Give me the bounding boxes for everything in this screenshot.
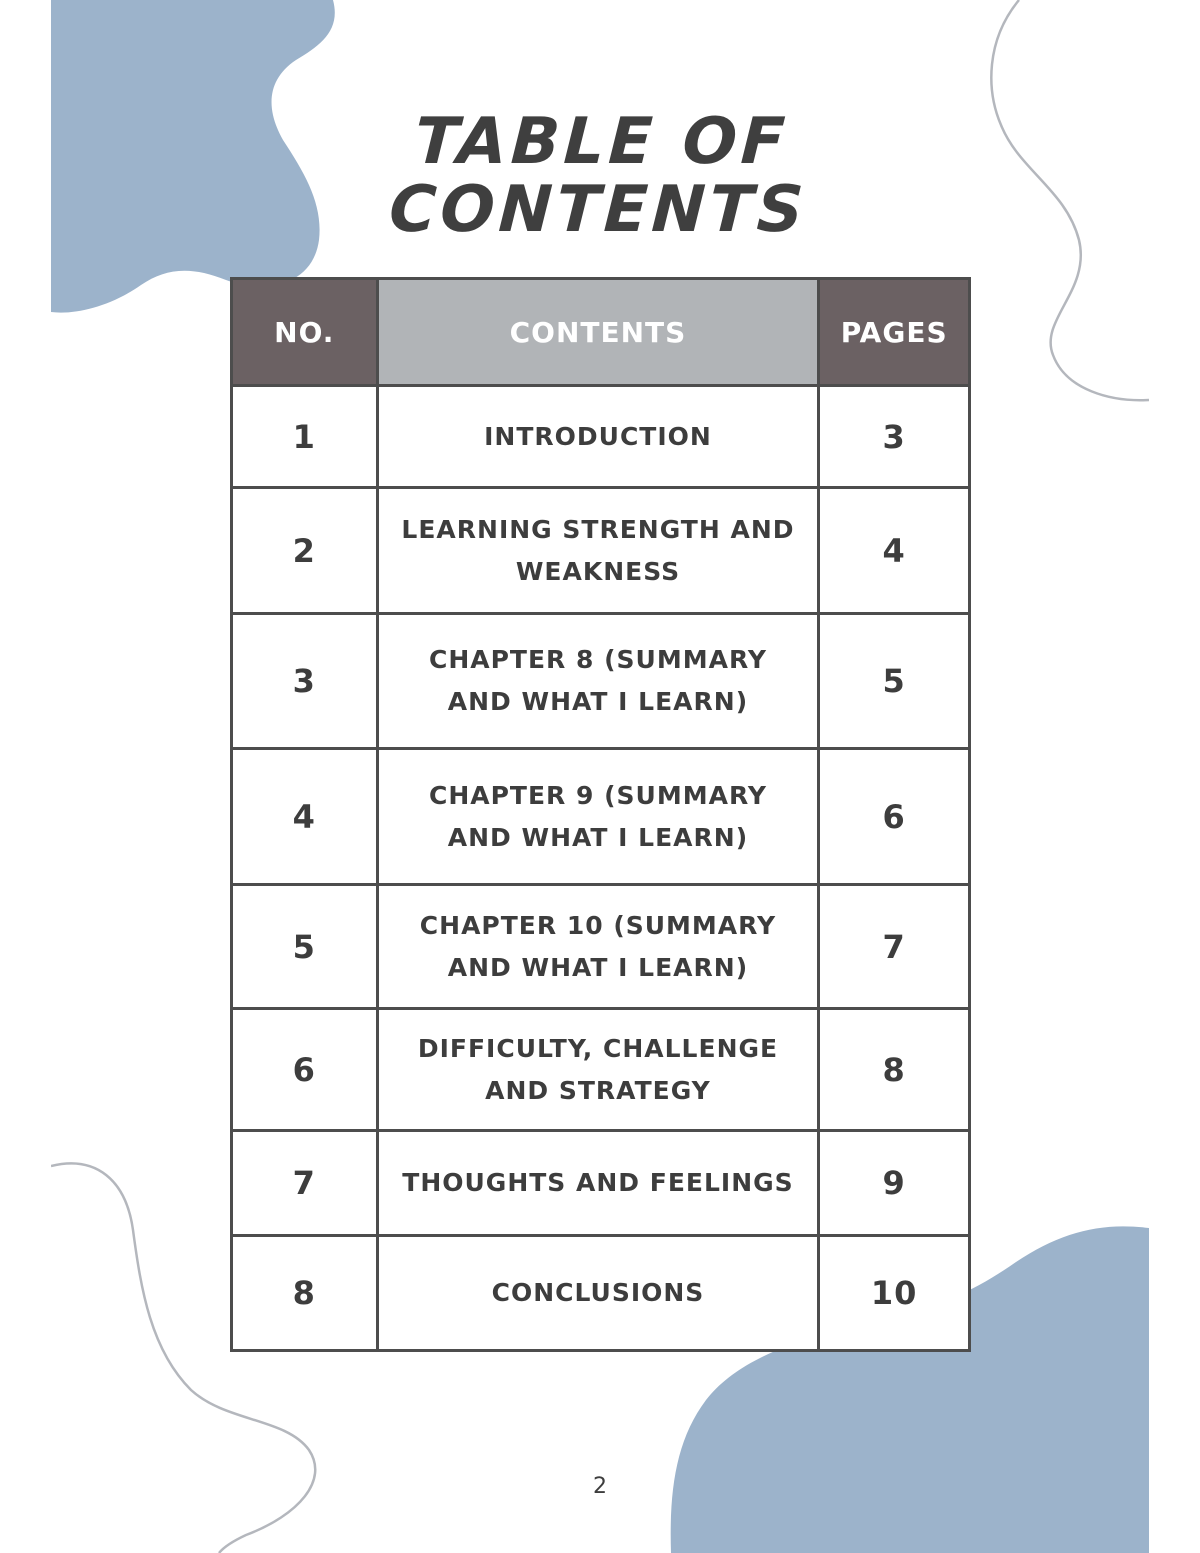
page-title	[51, 105, 1149, 247]
row-contents: CHAPTER 10 (SUMMARY AND WHAT I LEARN)	[377, 885, 819, 1009]
row-number: 3	[232, 614, 378, 749]
row-page: 5	[819, 614, 970, 749]
table-row	[232, 488, 970, 614]
row-page: 10	[819, 1236, 970, 1351]
row-page: 4	[819, 488, 970, 614]
header-no: NO.	[232, 279, 378, 386]
row-page: 7	[819, 885, 970, 1009]
row-page: 3	[819, 386, 970, 488]
row-number: 1	[232, 386, 378, 488]
row-number: 6	[232, 1009, 378, 1131]
row-contents: THOUGHTS AND FEELINGS	[377, 1131, 819, 1236]
table-of-contents	[230, 277, 971, 1352]
row-contents: DIFFICULTY, CHALLENGE AND STRATEGY	[377, 1009, 819, 1131]
row-number: 5	[232, 885, 378, 1009]
table-row	[232, 1236, 970, 1351]
row-page: 9	[819, 1131, 970, 1236]
row-number: 8	[232, 1236, 378, 1351]
table-row	[232, 1009, 970, 1131]
table-row	[232, 749, 970, 885]
table-row	[232, 386, 970, 488]
row-number: 4	[232, 749, 378, 885]
row-number: 2	[232, 488, 378, 614]
row-contents: CHAPTER 8 (SUMMARY AND WHAT I LEARN)	[377, 614, 819, 749]
table-row	[232, 614, 970, 749]
header-contents: CONTENTS	[377, 279, 819, 386]
row-page: 6	[819, 749, 970, 885]
page-title-line-2: CONTENTS	[387, 173, 809, 247]
row-contents: CONCLUSIONS	[377, 1236, 819, 1351]
document-page	[51, 0, 1149, 1553]
row-contents: INTRODUCTION	[377, 386, 819, 488]
row-contents: LEARNING STRENGTH AND WEAKNESS	[377, 488, 819, 614]
row-number: 7	[232, 1131, 378, 1236]
row-page: 8	[819, 1009, 970, 1131]
page-title-line-1: TABLE OF	[412, 105, 791, 179]
row-contents: CHAPTER 9 (SUMMARY AND WHAT I LEARN)	[377, 749, 819, 885]
table-row	[232, 1131, 970, 1236]
page-number: 2	[593, 1474, 607, 1499]
table-header-row	[232, 279, 970, 386]
header-pages: PAGES	[819, 279, 970, 386]
table-row	[232, 885, 970, 1009]
